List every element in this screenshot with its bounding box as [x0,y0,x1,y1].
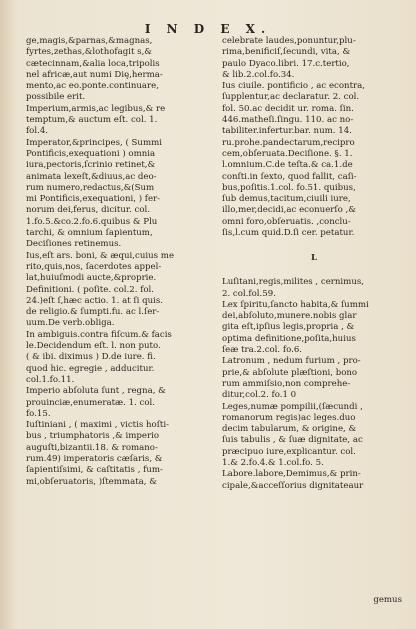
index-line: de religio.& ſumpti.fu. ac l.ſer- [26,307,160,318]
index-line: tarchi, & omnium ſapientum, [26,228,153,239]
index-line: dei,abſoluto,munere.nobis glar [222,311,357,322]
index-line: lat,huiuſmodi aucte,&proprie. [26,273,157,284]
index-line: prouinciæ,enumeratæ. 1. col. [26,397,155,408]
index-line: fo.15. [26,408,51,419]
index-line: uum.De verb.obliga. [26,318,115,329]
index-line: optima definitione,poſita,huius [222,333,356,344]
index-line: mi Pontificis,exequationi, ) fer- [26,194,161,205]
index-line: In ambiguis.contra fiſcum.& facis [26,329,172,340]
index-line: auguſti,bizantii.18. & romano- [26,442,158,453]
index-line: ( & ibi. diximus ) D.de iure. fi. [26,352,156,363]
index-line: Iuſtiniani , ( maximi , victis hoſti- [26,420,169,431]
index-line: col.1.fo.11. [26,374,75,385]
index-line: 446.matheſi.ſingu. 110. ac no- [222,115,354,126]
index-line: ſis,l.cum quid.D.ſi cer. petatur. [222,228,355,239]
index-line [222,239,408,250]
index-line: bus , triumphatoris ,& imperio [26,431,160,442]
index-line: fol.4. [26,126,49,137]
index-line: ſupplentur,ac declaratur. 2. col. [222,92,360,103]
index-line [222,266,408,277]
index-line: rum numero,redactus,&(Sum [26,182,155,193]
index-line: bus,poſitis.1.col. fo.51. quibus, [222,182,356,193]
index-line: ru.prohe.pandectarum,recipro [222,137,355,148]
page-header: I N D E X. [144,22,272,36]
index-line: decim tabularum, & origine, & [222,424,357,435]
index-line: le.Decidendum eſt. l. non puto. [26,341,161,352]
index-line: nel africæ,aut numi Dię,herma- [26,69,163,80]
left-column [26,36,216,609]
index-line: Latronum , nedum furium , pro- [222,356,361,367]
index-line: celebrate laudes,ponuntur,plu- [222,36,356,46]
index-line: fyrtes,zethas,&lothofagit s,& [26,47,152,58]
index-line: iura,pectoris,ſcrinio retinet,& [26,160,156,171]
index-line: possibile erit. [26,92,86,103]
index-line: l.omnium.C.de teſta.& ca.1.de [222,160,353,171]
index-line: 24.)eſt ſ,hæc actio. 1. at ſi quis. [26,295,163,306]
index-line: cætecinnam,&alia loca,tripolis [26,58,160,69]
index-line: cipale,&acceſſorius dignitateaur [222,480,364,491]
index-line: ſapientiſsimi, & caſtitatis , fum- [26,465,163,476]
index-line: Imperator,&principes, ( Summi [26,137,163,148]
right-column [222,36,408,609]
index-line: 1.fo.5.&co.2.fo.6.quibus & Plu [26,216,158,227]
index-line: L [310,252,320,263]
index-line: rum ammiſsio,non comprehe- [222,378,351,389]
index-line: omni foro,obſeruatis. ,conclu- [222,216,351,227]
index-line: rima,benificiſ,ſecundi, vita, & [222,47,351,58]
index-columns [26,36,404,609]
index-line: ſuis tabulis , & ſuæ dignitate, ac [222,435,363,446]
index-line: ſub demus,tacitum,ciuili iure, [222,194,351,205]
index-line: gita eſt,ipſius legis,propria , & [222,322,355,333]
index-line: illo,mer,decidi,ac econuerſo ,& [222,205,356,216]
index-line: cem,obſeruata.Deciſione. §. 1. [222,148,353,159]
index-line: ſeæ tra.2.col. fo.6. [222,345,303,356]
index-line: Imperium,armis,ac legibus,& re [26,103,166,114]
index-line: Deciſiones retinemus. [26,239,122,250]
index-line: præcipuo iure,explicantur. col. [222,446,356,457]
index-line: 2. col.fol.59. [222,288,276,299]
index-line: Leges,numæ pompilii,(ſæcundi , [222,401,363,412]
index-line: tabiliter.infertur.bar. num. 14. [222,126,352,137]
index-line: Pontificis,exequationi ) omnia [26,148,156,159]
index-line: paulo Dyaco.libri. 17.c.tertio, [222,58,350,69]
index-line: Ius,eſt ars. boni, & æqui,cuius me [26,250,175,261]
index-line: ditur,col.2. fo.1 0 [222,390,297,401]
index-line: animata lexeſt,&diuus,ac deo- [26,171,157,182]
index-line: norum dei,ferus, dicitur. col. [26,205,150,216]
index-line: Luſitani,regis,milites , cernimus, [222,277,365,288]
index-line: Ius ciuile. pontificio , ac econtra, [222,81,365,92]
catchword: gemus [373,595,402,605]
index-line: mento,ac eo.ponte.continuare, [26,81,159,92]
index-line: conſti.in ſexto, quod fallit, caſi- [222,171,357,182]
index-line: Labore.labore,Demimus,& prin- [222,469,361,480]
index-line: temptum,& auctum eſt. col. 1. [26,115,158,126]
index-line: Imperio abſoluta ſunt , regna, & [26,386,166,397]
index-line: mi,obſeruatoris, )ſtemmata, & [26,476,157,487]
index-line: 1.& 2.fo.4.& 1.col.fo. 5. [222,457,324,468]
index-line: ge,magis,&parnas,&magnas, [26,36,153,46]
index-line: Lex ſpiritu,ſancto habita,& ſummi [222,299,369,310]
index-line: quod hic. egregie , adducitur. [26,363,155,374]
index-line: romanorum regis)ac leges.duo [222,412,356,423]
index-line: rito,quis,nos, ſacerdotes appel- [26,261,162,272]
index-line: Definitioni. ( poſite. col.2. fol. [26,284,155,295]
index-line: fol. 50.ac decidit ur. roma. ſin. [222,103,354,114]
index-line: prie,& abſolute plæſtioni, bono [222,367,358,378]
index-line: rum.49) imperatoris cæſaris, & [26,453,163,464]
index-line: & lib.2.col.fo.34. [222,69,295,80]
